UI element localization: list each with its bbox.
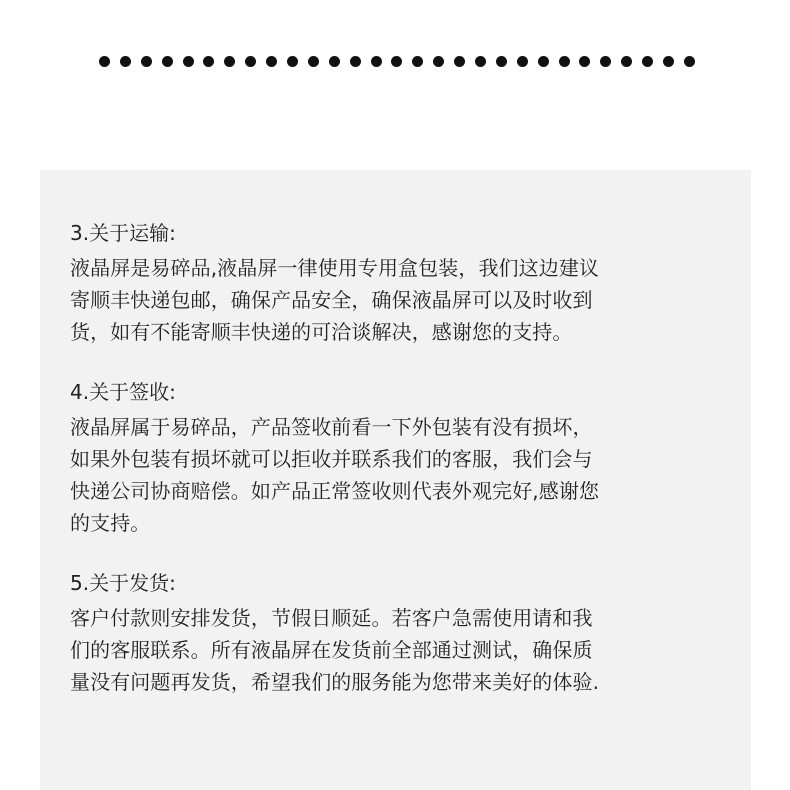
decorative-dot	[538, 56, 549, 67]
decorative-dot	[329, 56, 340, 67]
decorative-dot	[308, 56, 319, 67]
section-delivery	[70, 568, 731, 698]
section-title-receiving: 4.关于签收:	[70, 380, 176, 404]
decorative-dot	[433, 56, 444, 67]
decorative-dot	[496, 56, 507, 67]
section-delivery-line-1: 客户付款则安排发货，节假日顺延。若客户急需使用请和我	[70, 606, 593, 630]
section-shipping-line-2: 寄顺丰快递包邮，确保产品安全，确保液晶屏可以及时收到	[70, 288, 593, 312]
section-title-delivery: 5.关于发货:	[70, 571, 176, 595]
decorative-dot	[475, 56, 486, 67]
decorative-dot	[350, 56, 361, 67]
decorative-dot	[141, 56, 152, 67]
decorative-dot	[99, 56, 110, 67]
decorative-dot	[203, 56, 214, 67]
section-shipping-line-3: 货，如有不能寄顺丰快递的可洽谈解决，感谢您的支持。	[70, 320, 573, 344]
decorative-dot-divider	[99, 52, 695, 70]
decorative-dot	[684, 56, 695, 67]
decorative-dot	[266, 56, 277, 67]
section-receiving	[70, 377, 731, 539]
section-receiving-line-1: 液晶屏属于易碎品，产品签收前看一下外包装有没有损坏，	[70, 415, 593, 439]
decorative-dot	[120, 56, 131, 67]
section-receiving-line-3: 快递公司协商赔偿。如产品正常签收则代表外观完好,感谢您	[70, 479, 600, 503]
decorative-dot	[371, 56, 382, 67]
section-delivery-line-2: 们的客服联系。所有液晶屏在发货前全部通过测试，确保质	[70, 638, 593, 662]
section-delivery-line-3: 量没有问题再发货，希望我们的服务能为您带来美好的体验.	[70, 670, 600, 694]
decorative-dot	[162, 56, 173, 67]
section-receiving-line-2: 如果外包装有损坏就可以拒收并联系我们的客服，我们会与	[70, 447, 593, 471]
decorative-dot	[245, 56, 256, 67]
decorative-dot	[600, 56, 611, 67]
decorative-dot	[454, 56, 465, 67]
decorative-dot	[183, 56, 194, 67]
section-receiving-line-4: 的支持。	[70, 511, 151, 535]
section-shipping	[70, 218, 731, 348]
decorative-dot	[621, 56, 632, 67]
decorative-dot	[391, 56, 402, 67]
decorative-dot	[517, 56, 528, 67]
decorative-dot	[224, 56, 235, 67]
decorative-dot	[642, 56, 653, 67]
decorative-dot	[559, 56, 570, 67]
decorative-dot	[287, 56, 298, 67]
notice-panel	[40, 170, 751, 790]
section-title-shipping: 3.关于运输:	[70, 221, 176, 245]
section-shipping-line-1: 液晶屏是易碎品,液晶屏一律使用专用盒包装，我们这边建议	[70, 256, 600, 280]
decorative-dot	[663, 56, 674, 67]
decorative-dot	[579, 56, 590, 67]
decorative-dot	[412, 56, 423, 67]
